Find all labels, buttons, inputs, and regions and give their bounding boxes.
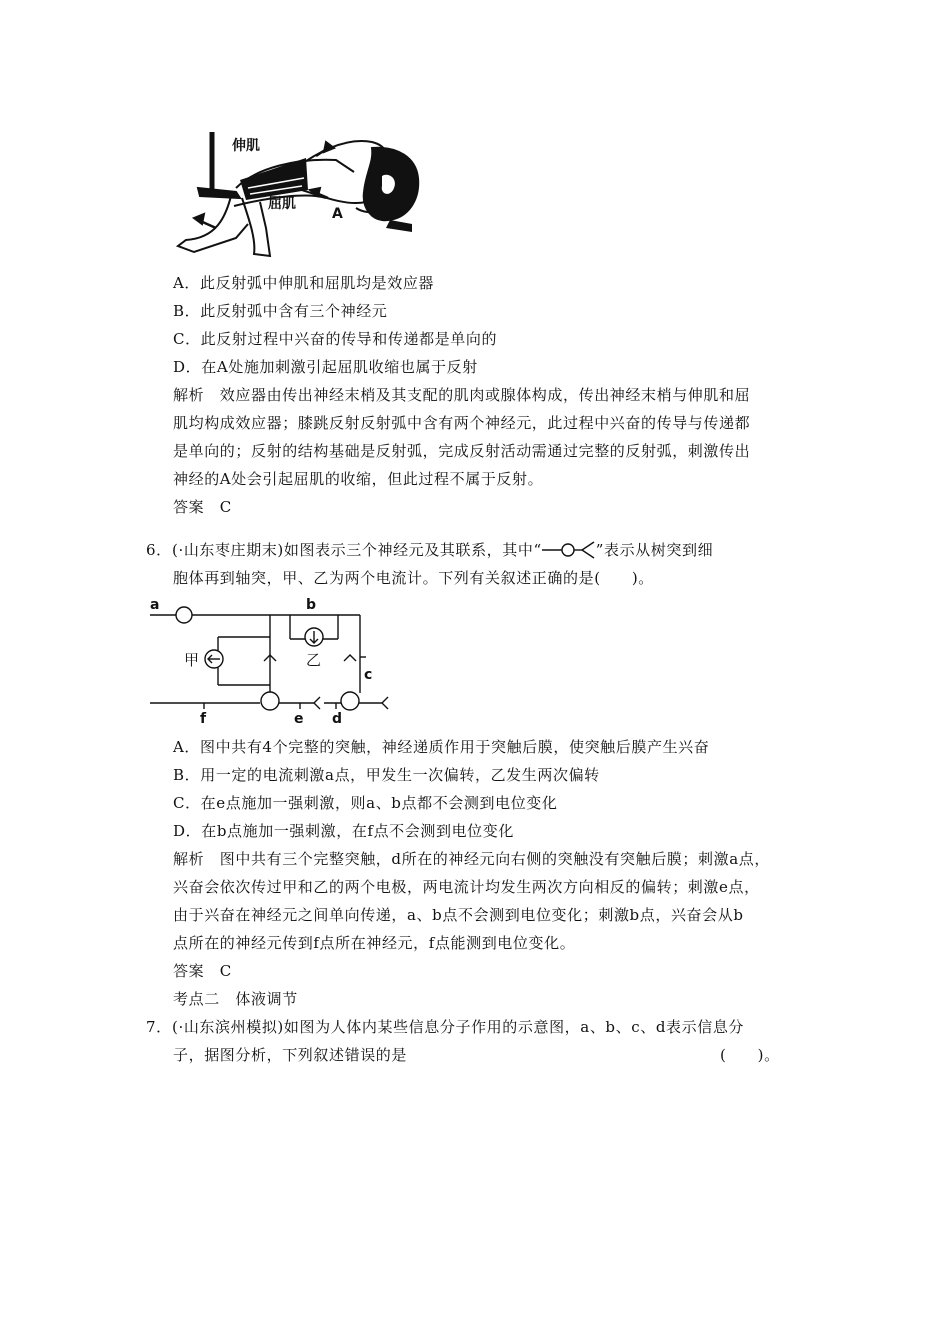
- q6-analysis-line-4: 点所在的神经元传到f点所在神经元，f点能测到电位变化。: [173, 934, 576, 952]
- q6-option-a: A．图中共有4个完整的突触，神经递质作用于突触后膜，使突触后膜产生兴奋: [173, 738, 710, 756]
- neuron-symbol-icon: [542, 540, 596, 560]
- q5-option-d: D．在A处施加刺激引起屈肌收缩也属于反射: [173, 358, 478, 376]
- q6-stem-line-2: 胞体再到轴突，甲、乙为两个电流计。下列有关叙述正确的是( )。: [173, 569, 654, 587]
- q5-option-b: B．此反射弧中含有三个神经元: [173, 302, 388, 320]
- label-galvanometer-yi: 乙: [306, 651, 322, 669]
- q6-answer: 答案 C: [173, 962, 232, 980]
- q6-number: 6．: [146, 541, 172, 559]
- q5-option-c: C．此反射过程中兴奋的传导和传递都是单向的: [173, 330, 498, 348]
- q7-stem-line-1: [146, 1017, 744, 1037]
- q7-stem-text-1: (·山东滨州模拟)如图为人体内某些信息分子作用的示意图，a、b、c、d表示信息分: [172, 1018, 745, 1036]
- label-flexor: 屈肌: [268, 196, 296, 212]
- q7-answer-blank: ( )。: [720, 1046, 780, 1064]
- q6-analysis-line-3: 由于兴奋在神经元之间单向传递，a、b点不会测到电位变化；刺激b点，兴奋会从b: [173, 906, 744, 924]
- label-e: e: [294, 711, 304, 725]
- q7-number: 7．: [146, 1018, 172, 1036]
- label-c: c: [364, 667, 373, 683]
- q5-analysis-line-3: 是单向的；反射的结构基础是反射弧，完成反射活动需通过完整的反射弧，刺激传出: [173, 442, 751, 460]
- q6-analysis-line-2: 兴奋会依次传过甲和乙的两个电极，两电流计均发生两次方向相反的偏转；刺激e点，: [173, 878, 760, 896]
- q5-analysis-line-2: 肌均构成效应器；膝跳反射反射弧中含有两个神经元，此过程中兴奋的传导与传递都: [173, 414, 751, 432]
- label-f: f: [200, 711, 207, 725]
- label-point-a: A: [332, 206, 343, 222]
- q5-option-a: A．此反射弧中伸肌和屈肌均是效应器: [173, 274, 435, 292]
- label-a: a: [150, 597, 160, 613]
- q6-analysis-line-1: 解析 图中共有三个完整突触，d所在的神经元向右侧的突触没有突触后膜；刺激a点，: [173, 850, 770, 868]
- q6-option-b: B．用一定的电流刺激a点，甲发生一次偏转，乙发生两次偏转: [173, 766, 600, 784]
- q5-analysis-line-4: 神经的A处会引起屈肌的收缩，但此过程不属于反射。: [173, 470, 544, 488]
- q5-answer: 答案 C: [173, 498, 232, 516]
- q6-stem-part-2: ”表示从树突到细: [595, 541, 714, 559]
- q7-stem-line-2: 子，据图分析，下列叙述错误的是: [173, 1046, 408, 1064]
- neuron-circuit-figure: [148, 597, 392, 725]
- q5-analysis-line-1: 解析 效应器由传出神经末梢及其支配的肌肉或腺体构成，传出神经末梢与伸肌和屈: [173, 386, 751, 404]
- q6-option-d: D．在b点施加一强刺激，在f点不会测到电位变化: [173, 822, 514, 840]
- q6-stem-part-1: (·山东枣庄期末)如图表示三个神经元及其联系，其中“: [172, 541, 542, 559]
- reflex-arc-figure: [176, 128, 424, 262]
- section-heading: 考点二 体液调节: [173, 990, 298, 1008]
- label-extensor: 伸肌: [232, 138, 260, 154]
- q6-stem-line-1: [146, 540, 713, 560]
- label-b: b: [306, 597, 317, 613]
- label-galvanometer-jia: 甲: [184, 651, 200, 669]
- label-d: d: [332, 711, 343, 725]
- q6-option-c: C．在e点施加一强刺激，则a、b点都不会测到电位变化: [173, 794, 558, 812]
